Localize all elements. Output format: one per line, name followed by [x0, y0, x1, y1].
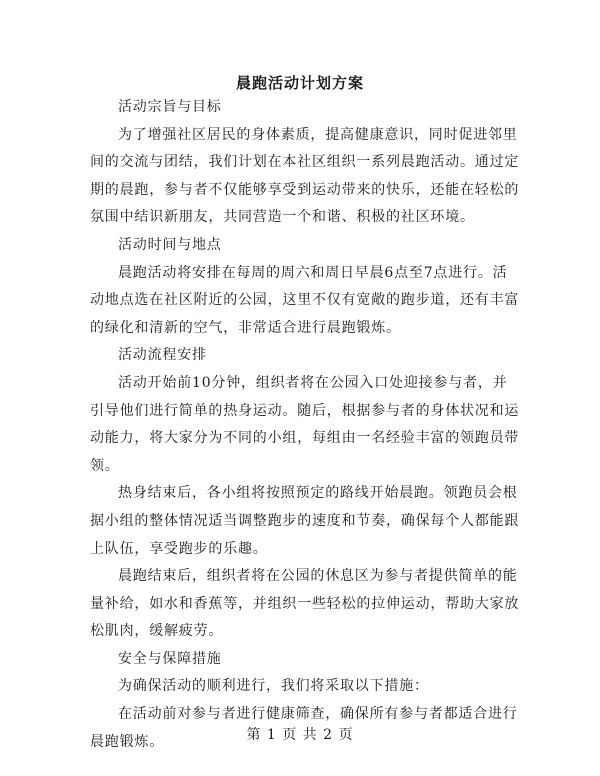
document-title: 晨跑活动计划方案: [235, 74, 364, 92]
paragraph: 晨跑活动将安排在每周的周六和周日早晨6点至7点进行。活动地点选在社区附近的公园，这里不仅有宽敞的跑步道，还有丰富的绿化和清新的空气，非常适合进行晨跑锻炼。: [90, 264, 520, 336]
paragraph: 晨跑结束后，组织者将在公园的休息区为参与者提供简单的能量补给，如水和香蕉等，并组织一些轻松的拉伸运动，帮助大家放松肌肉，缓解疲劳。: [90, 568, 520, 640]
section-heading: 安全与保障措施: [118, 650, 222, 667]
page-number-footer: 第 1 页 共 2 页: [246, 727, 354, 743]
paragraph: 在活动前对参与者进行健康筛查，确保所有参与者都适合进行晨跑锻炼。: [90, 706, 518, 750]
section-heading: 活动宗旨与目标: [118, 99, 222, 115]
paragraph: 活动开始前10分钟，组织者将在公园入口处迎接参与者，并引导他们进行简单的热身运动。随后，根据参与者的身体状况和运动能力，将大家分为不同的小组，每组由一名经验丰富的领跑员带领。: [90, 374, 520, 474]
document-body: [90, 94, 520, 756]
section-heading: 活动时间与地点: [118, 236, 222, 253]
section-heading: 活动流程安排: [118, 347, 207, 364]
paragraph: 热身结束后，各小组将按照预定的路线开始晨跑。领跑员会根据小组的整体情况适当调整跑步的速度和节奏，确保每个人都能跟上队伍，享受跑步的乐趣。: [90, 485, 520, 557]
paragraph: 为确保活动的顺利进行，我们将采取以下措施：: [118, 678, 429, 695]
paragraph: 为了增强社区居民的身体素质，提高健康意识，同时促进邻里间的交流与团结，我们计划在本社区组织一系列晨跑活动。通过定期的晨跑，参与者不仅能够享受到运动带来的快乐，还能在轻松的氛围中结识新朋友，共同营造一个和谐、积极的社区环境。: [90, 126, 520, 226]
